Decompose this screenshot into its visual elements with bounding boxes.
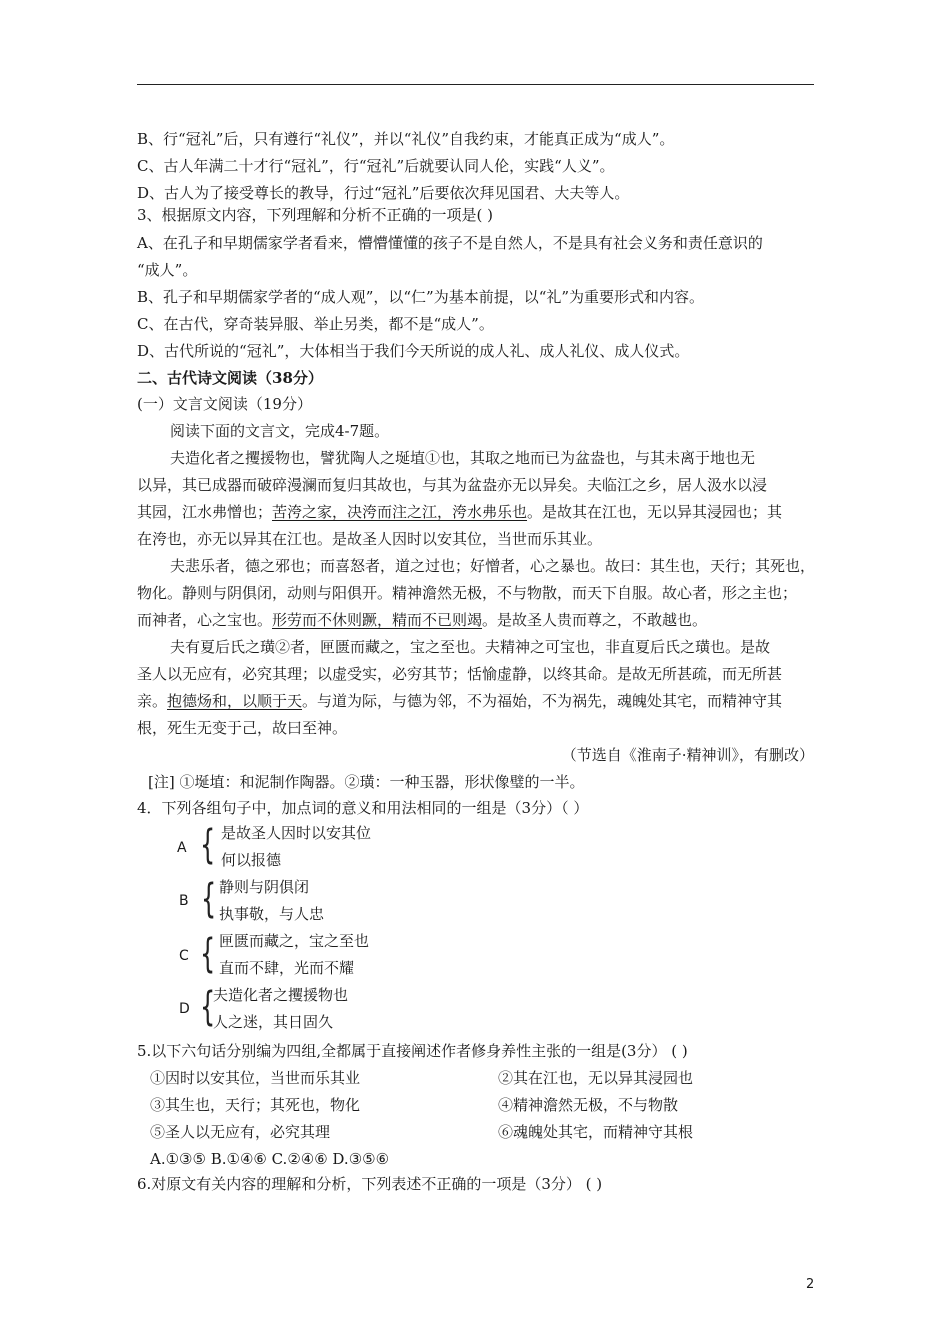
brace-icon: {: [200, 822, 216, 868]
brace-icon: {: [200, 984, 216, 1030]
passage-line: 在洿也，亦无以异其在江也。是故圣人因时以安其位，当世而乐其业。: [137, 530, 603, 548]
underlined-sentence: 抱德炀和，以顺于天: [167, 692, 303, 710]
q4-option-letter: A: [177, 840, 187, 856]
page-number: 2: [806, 1277, 815, 1292]
q5-item: ④精神澹然无极，不与物散: [498, 1096, 679, 1114]
q5-item: ②其在江也，无以异其浸园也: [498, 1069, 694, 1087]
q5-item: ⑤圣人以无应有，必究其理: [150, 1123, 331, 1141]
q4-option-sentence: 匣匮而藏之，宝之至也: [219, 932, 370, 950]
passage-line: 根，死生无变于己，故曰至神。: [137, 719, 348, 737]
header-rule: [137, 84, 814, 85]
q4-option-sentence: 人之迷，其日固久: [213, 1013, 334, 1031]
q5-choices: A.①③⑤ B.①④⑥ C.②④⑥ D.③⑤⑥: [150, 1150, 390, 1168]
section-title: 二、古代诗文阅读（38分）: [137, 369, 323, 387]
passage-note: [注] ①埏埴：和泥制作陶器。②璜：一种玉器，形状像璧的一半。: [148, 773, 585, 791]
underlined-sentence: 形劳而不休则蹶，精而不已则竭: [272, 611, 483, 629]
underlined-sentence: 苦洿之家，决洿而注之江，洿水弗乐也: [272, 503, 528, 521]
q4-option-letter: C: [179, 948, 189, 964]
q2-option-b: B、行“冠礼”后，只有遵行“礼仪”，并以“礼仪”自我约束，才能真正成为“成人”。: [137, 130, 675, 148]
q5-stem: 5.以下六句话分别编为四组,全都属于直接阐述作者修身养性主张的一组是(3分） ( ): [137, 1042, 688, 1060]
passage-line: 夫悲乐者，德之邪也；而喜怒者，道之过也；好憎者，心之暴也。故曰：其生也，天行；其死也，: [170, 557, 816, 575]
q4-stem: 4．下列各组句子中，加点词的意义和用法相同的一组是（3分）（ ）: [137, 799, 589, 817]
passage-line: 夫造化者之攫援物也，譬犹陶人之埏埴①也，其取之地而已为盆盎也，与其未离于地也无: [170, 449, 756, 467]
q4-option-sentence: 夫造化者之攫援物也: [213, 986, 349, 1004]
instruction: 阅读下面的文言文，完成4-7题。: [170, 422, 390, 440]
q3-option-d: D、古代所说的“冠礼”，大体相当于我们今天所说的成人礼、成人礼仪、成人仪式。: [137, 342, 690, 360]
q5-item: ③其生也，天行；其死也，物化: [150, 1096, 361, 1114]
q2-option-d: D、古人为了接受尊长的教导，行过“冠礼”后要依次拜见国君、大夫等人。: [137, 184, 630, 202]
passage-line: 其园，江水弗憎也；苦洿之家，决洿而注之江，洿水弗乐也。是故其在江也，无以异其浸园也；其: [137, 503, 783, 521]
q6-stem: 6.对原文有关内容的理解和分析，下列表述不正确的一项是（3分） ( ): [137, 1175, 603, 1193]
q3-option-b: B、孔子和早期儒家学者的“成人观”，以“仁”为基本前提，以“礼”为重要形式和内容。: [137, 288, 705, 306]
passage-line: 以异，其已成器而破碎漫澜而复归其故也，与其为盆盎亦无以异矣。夫临江之乡，居人汲水以浸: [137, 476, 768, 494]
passage-line: 夫有夏后氏之璜②者，匣匮而藏之，宝之至也。夫精神之可宝也，非直夏后氏之璜也。是故: [170, 638, 771, 656]
q4-option-sentence: 是故圣人因时以安其位: [221, 824, 372, 842]
q4-option-sentence: 静则与阴俱闭: [219, 878, 310, 896]
q4-option-sentence: 执事敬，与人忠: [219, 905, 325, 923]
passage-line: 而神者，心之宝也。形劳而不休则蹶，精而不已则竭。是故圣人贵而尊之，不敢越也。: [137, 611, 708, 629]
q4-option-letter: B: [179, 893, 189, 909]
q2-option-c: C、古人年满二十才行“冠礼”，行“冠礼”后就要认同人伦，实践“人义”。: [137, 157, 615, 175]
brace-icon: {: [200, 931, 216, 977]
brace-icon: {: [201, 876, 217, 922]
q5-item: ⑥魂魄处其宅，而精神守其根: [498, 1123, 694, 1141]
q4-option-sentence: 直而不肆，光而不耀: [219, 959, 355, 977]
q3-option-c: C、在古代，穿奇装异服、举止另类，都不是“成人”。: [137, 315, 494, 333]
passage-line: 物化。静则与阴俱闭，动则与阳俱开。精神澹然无极，不与物散，而天下自服。故心者，形之主也；: [137, 584, 798, 602]
q3-option-a-cont: “成人”。: [137, 261, 198, 279]
passage-line: 亲。抱德炀和，以顺于天。与道为际，与德为邻，不为福始，不为祸先，魂魄处其宅，而精神守其: [137, 692, 783, 710]
q5-item: ①因时以安其位，当世而乐其业: [150, 1069, 361, 1087]
passage-line: 圣人以无应有，必究其理；以虚受实，必穷其节；恬愉虚静，以终其命。是故无所甚疏，而无所甚: [137, 665, 783, 683]
q3-stem: 3、根据原文内容，下列理解和分析不正确的一项是( ): [137, 206, 494, 224]
subsection-title: (一）文言文阅读（19分）: [137, 395, 312, 413]
q3-option-a: A、在孔子和早期儒家学者看来，懵懵懂懂的孩子不是自然人，不是具有社会义务和责任意识的: [137, 234, 763, 252]
passage-source: （节选自《淮南子·精神训》，有删改）: [561, 746, 814, 764]
q4-option-sentence: 何以报德: [221, 851, 282, 869]
q4-option-letter: D: [179, 1001, 190, 1017]
